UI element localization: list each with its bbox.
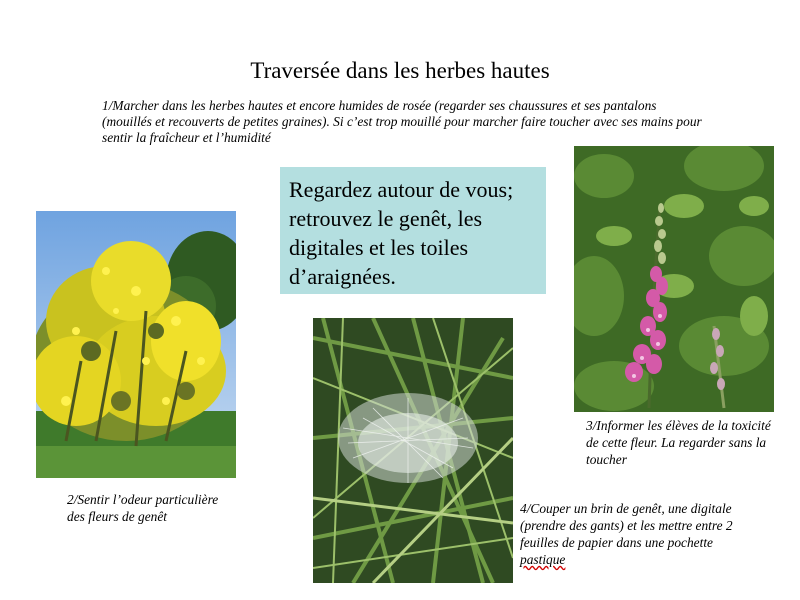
broom-photo [36,211,236,478]
step-3-caption: 3/Informer les élèves de la toxicité de cette fleur. La regarder sans la toucher [586,418,771,467]
callout-box [280,167,546,294]
misspelled-word: pastique [520,552,566,567]
step-2-caption: 2/Sentir l’odeur particulière des fleurs de genêt [67,492,219,524]
foxglove-photo [574,146,774,412]
callout-text: Regardez autour de vous; retrouvez le genêt, les digitales et les toiles d’araignées. [289,177,514,289]
cobweb-photo [313,318,513,583]
step-1-text: 1/Marcher dans les herbes hautes et encore humides de rosée (regarder ses chaussures et ses pantalons (mouillés et recouverts de petites graines). Si c’est trop mouillé pour marcher faire toucher avec ses mains pour sentir la fraîcheur et l’humidité [102,98,702,145]
step-4-text: 4/Couper un brin de genêt, une digitale (prendre des gants) et les mettre entre 2 feuilles de papier dans une pochette [520,501,733,550]
step-4-caption [520,500,760,568]
slide-title: Traversée dans les herbes hautes [250,58,550,83]
